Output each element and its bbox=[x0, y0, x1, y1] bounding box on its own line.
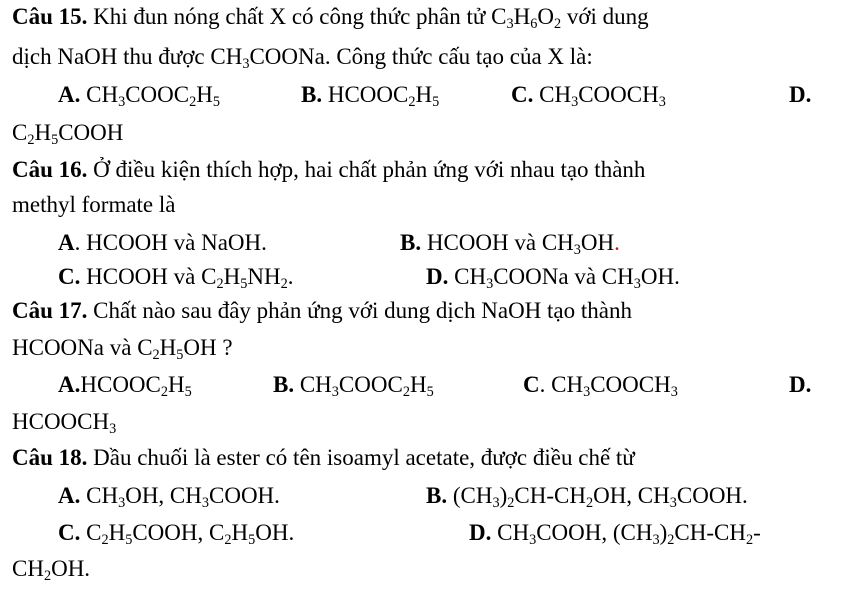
q16-option-b bbox=[400, 228, 620, 258]
q15-option-d bbox=[789, 80, 811, 110]
q17-stem-line2: HCOONa và $C_2H_5OH$ ? bbox=[12, 335, 233, 363]
q15-option-b bbox=[301, 80, 439, 110]
q16-stem-line1 bbox=[12, 155, 645, 185]
q16-number: Câu 16. bbox=[12, 157, 88, 182]
q18-number: Câu 18. bbox=[12, 445, 88, 470]
q16-stem-part1: Ở điều kiện thích hợp, hai chất phản ứng với nhau tạo thành bbox=[87, 157, 646, 182]
q15-option-d-letter: D. bbox=[789, 82, 812, 107]
q17-stem-line1 bbox=[12, 296, 632, 326]
q16-option-c-letter: C. bbox=[58, 264, 81, 289]
q17-option-b bbox=[273, 370, 434, 400]
q17-option-c bbox=[523, 370, 678, 400]
q17-option-c-letter: C bbox=[523, 372, 540, 397]
q17-stem-part1: Chất nào sau đây phản ứng với dung dịch NaOH tạo thành bbox=[87, 298, 632, 323]
q16-option-b-text: HCOOH và $CH_3OH$. bbox=[426, 230, 620, 258]
q18-option-a bbox=[58, 481, 280, 511]
q16-option-a-text: . HCOOH và NaOH. bbox=[74, 230, 267, 255]
q16-option-c bbox=[58, 262, 293, 292]
q18-option-b-text: $(CH_3)_2CH-CH_2OH$, $CH_3COOH$. bbox=[452, 483, 748, 511]
q15-formula-x: $C_3H_6O_2$ bbox=[491, 4, 562, 32]
q18-option-d-text-part2: $CH_2OH$. bbox=[12, 556, 91, 584]
q18-option-d-letter: D. bbox=[469, 520, 492, 545]
q17-option-b-letter: B. bbox=[273, 372, 295, 397]
q15-option-c-letter: C. bbox=[511, 82, 534, 107]
q15-option-a-letter: A. bbox=[58, 82, 81, 107]
q15-stem-line2: dịch NaOH thu được $CH_3COONa$. Công thức cấu tạo của X là: bbox=[12, 44, 593, 72]
q17-option-d-letter: D. bbox=[789, 372, 812, 397]
q16-option-d-letter: D. bbox=[426, 264, 449, 289]
q18-option-c-text: $C_2H_5COOH$, $C_2H_5OH$. bbox=[86, 520, 295, 548]
q16-option-a-letter: A bbox=[58, 230, 75, 255]
q18-option-b-letter: B. bbox=[426, 483, 448, 508]
q16-option-d-text: $CH_3COONa$ và $CH_3OH$. bbox=[454, 264, 680, 292]
q15-option-a bbox=[58, 80, 220, 110]
q18-stem-part1: Dầu chuối là ester có tên isoamyl acetate, được điều chế từ bbox=[87, 445, 635, 470]
q18-option-c-letter: C. bbox=[58, 520, 81, 545]
q18-option-a-text: $CH_3OH$, $CH_3COOH$. bbox=[86, 483, 280, 511]
q17-option-c-text: . $CH_3COOCH_3$ bbox=[539, 372, 678, 400]
q16-option-b-letter: B. bbox=[400, 230, 422, 255]
q15-option-d-text: $C_2H_5COOH$ bbox=[12, 120, 124, 148]
q17-option-d-text: $HCOOCH_3$ bbox=[12, 409, 117, 437]
q17-option-d bbox=[789, 370, 811, 400]
q17-option-a-letter: A. bbox=[58, 372, 81, 397]
q18-option-d bbox=[469, 518, 761, 548]
q18-option-c bbox=[58, 518, 294, 548]
q16-stem-line2: methyl formate là bbox=[12, 192, 176, 217]
q15-option-b-letter: B. bbox=[301, 82, 323, 107]
q18-option-d-text-part1: $CH_3COOH$, $(CH_3)_2CH-CH_2-$ bbox=[497, 520, 761, 548]
q18-stem-line1 bbox=[12, 443, 635, 473]
q15-option-c bbox=[511, 80, 666, 110]
q15-option-b-text: $HCOOC_2H_5$ bbox=[327, 82, 440, 110]
q16-option-d bbox=[426, 262, 680, 292]
q15-option-a-text: $CH_3COOC_2H_5$ bbox=[86, 82, 220, 110]
q15-stem-part2: với dung bbox=[561, 4, 649, 29]
q15-stem-part1: Khi đun nóng chất X có công thức phân tử bbox=[87, 4, 492, 29]
q16-option-c-text: HCOOH và $C_2H_5NH_2$. bbox=[86, 264, 294, 292]
q15-option-c-text: $CH_3COOCH_3$ bbox=[539, 82, 666, 110]
q17-option-b-text: $CH_3COOC_2H_5$ bbox=[299, 372, 434, 400]
q17-number: Câu 17. bbox=[12, 298, 88, 323]
q15-number: Câu 15. bbox=[12, 4, 88, 29]
q16-option-a bbox=[58, 228, 267, 258]
q15-stem-line1 bbox=[12, 2, 649, 32]
q17-option-a bbox=[58, 370, 192, 400]
q18-option-b bbox=[426, 481, 748, 511]
q18-option-a-letter: A. bbox=[58, 483, 81, 508]
q17-option-a-text: $HCOOC_2H_5$ bbox=[80, 372, 192, 400]
